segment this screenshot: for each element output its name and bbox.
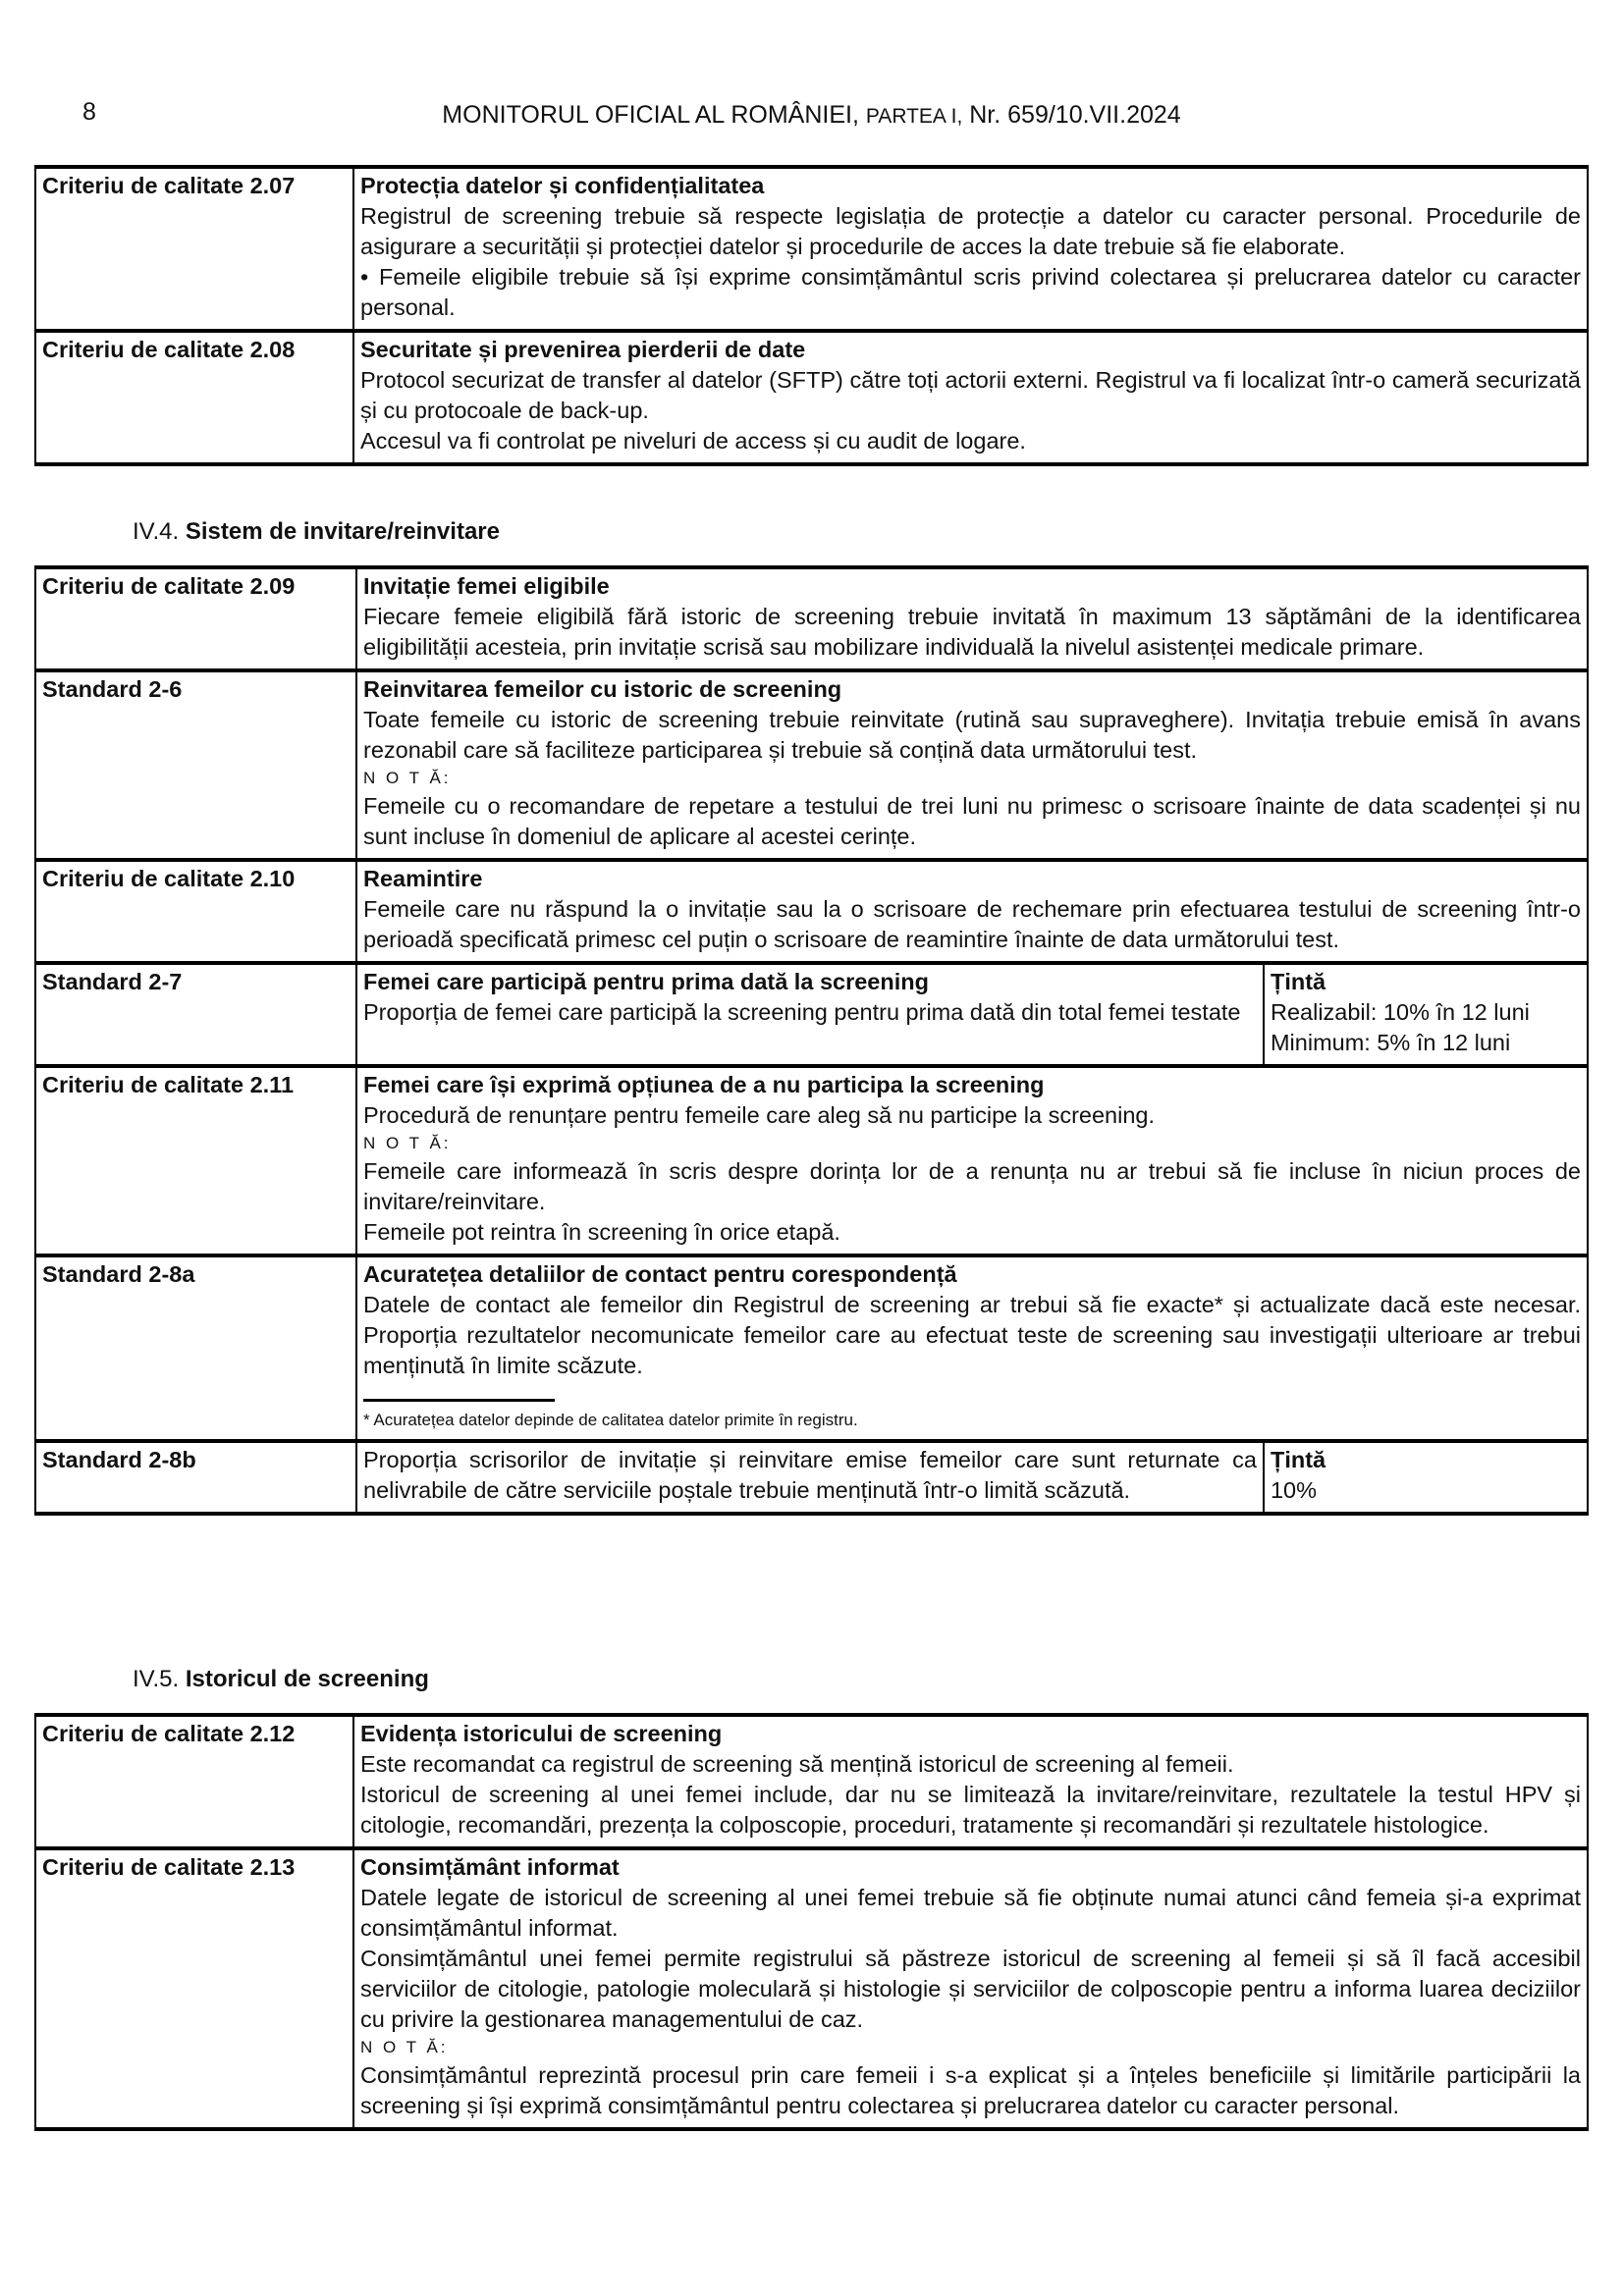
target-cell <box>1264 1441 1588 1514</box>
section-title: Sistem de invitare/reinvitare <box>185 518 500 545</box>
page-number: 8 <box>82 98 96 126</box>
row-paragraph: Protocol securizat de transfer al datelor (SFTP) către toți actorii externi. Registrul va fi localizat într-o cameră securizată și cu protocoale de back-up. <box>360 367 1581 423</box>
title-issue: Nr. 659/10.VII.2024 <box>969 101 1181 129</box>
row-title: Femei care își exprimă opțiunea de a nu participa la screening <box>363 1072 1045 1097</box>
criteria-table-screening-history <box>34 1713 1589 2131</box>
row-content <box>353 1715 1588 1848</box>
row-label: Standard 2-6 <box>35 670 356 860</box>
row-paragraph: Datele legate de istoricul de screening al unei femei trebuie să fie obținute numai atunci când femeia și-a exprimat consimțământul informat. <box>360 1885 1581 1941</box>
row-paragraph: Accesul va fi controlat pe niveluri de access și cu audit de logare. <box>360 428 1026 454</box>
row-paragraph: Fiecare femeie eligibilă fără istoric de screening trebuie invitată în maximum 13 săptămâni de la identificarea eligibilității acesteia, prin invitație scrisă sau mobilizare individuală la nivelul asistenței medicale primare. <box>363 604 1581 660</box>
row-paragraph: Procedură de renunțare pentru femeile care aleg să nu participe la screening. <box>363 1102 1156 1128</box>
row-label: Standard 2-8b <box>35 1441 356 1514</box>
table-row <box>35 167 1588 331</box>
row-paragraph: • Femeile eligibile trebuie să își exprime consimțământul scris privind colectarea și prelucrarea datelor cu caracter personal. <box>360 264 1581 320</box>
row-paragraph: Proporția scrisorilor de invitație și reinvitare emise femeilor care sunt returnate ca nelivrabile de către serviciile poștale trebuie menținută într-o limită scăzută. <box>363 1447 1257 1503</box>
table-row <box>35 1255 1588 1441</box>
row-title: Protecția datelor și confidențialitatea <box>360 173 765 198</box>
row-content <box>353 331 1588 464</box>
row-label: Criteriu de calitate 2.10 <box>35 860 356 963</box>
table-row <box>35 860 1588 963</box>
note-text: Femeile pot reintra în screening în orice etapă. <box>363 1219 840 1245</box>
row-content <box>356 1441 1264 1514</box>
row-label: Criteriu de calitate 2.09 <box>35 567 356 670</box>
table-row <box>35 1848 1588 2129</box>
target-cell <box>1264 963 1588 1066</box>
section-heading-iv4 <box>133 518 500 546</box>
row-label: Criteriu de calitate 2.08 <box>35 331 353 464</box>
row-content <box>356 567 1588 670</box>
row-paragraph: Istoricul de screening al unei femei include, dar nu se limitează la invitare/reinvitare, rezultatele la testul HPV și citologie, recomandări, prezența la colposcopie, proceduri, tratamente și recomandări și rezultatele histologice. <box>360 1782 1581 1838</box>
criteria-table-data-protection <box>34 165 1589 466</box>
row-label: Criteriu de calitate 2.13 <box>35 1848 353 2129</box>
note-text: Femeile care informează în scris despre dorința lor de a renunța nu ar trebui să fie incluse în niciun proces de invitare/reinvitare. <box>363 1158 1581 1214</box>
row-title: Securitate și prevenirea pierderii de date <box>360 337 806 362</box>
note-text: Femeile cu o recomandare de repetare a testului de trei luni nu primesc o scrisoare înainte de data scadenței și nu sunt incluse în domeniul de aplicare al acestei cerințe. <box>363 793 1581 849</box>
row-content <box>353 167 1588 331</box>
row-label: Standard 2-8a <box>35 1255 356 1441</box>
target-line: 10% <box>1270 1477 1318 1503</box>
section-title: Istoricul de screening <box>185 1666 429 1692</box>
section-number: IV.5. <box>133 1666 180 1692</box>
table-row <box>35 670 1588 860</box>
footnote: * Acuratețea datelor depinde de calitatea datelor primite în registru. <box>363 1411 858 1429</box>
row-title: Consimțământ informat <box>360 1854 620 1880</box>
row-label: Standard 2-7 <box>35 963 356 1066</box>
footnote-divider <box>363 1399 555 1402</box>
target-line: Minimum: 5% în 12 luni <box>1270 1030 1511 1055</box>
row-content <box>356 1066 1588 1255</box>
section-number: IV.4. <box>133 518 180 545</box>
title-main: MONITORUL OFICIAL AL ROMÂNIEI, <box>442 101 859 129</box>
table-row <box>35 1441 1588 1514</box>
row-paragraph: Registrul de screening trebuie să respecte legislația de protecție a datelor cu caracter personal. Procedurile de asigurare a securității și protecției datelor și procedurile de acces la date trebuie să fie elaborate. <box>360 203 1581 259</box>
note-label: N O T Ă: <box>363 769 452 787</box>
table-row <box>35 1715 1588 1848</box>
note-text: Consimțământul reprezintă procesul prin care femeii i s-a explicat și a înțeles beneficiile și limitările participării la screening și își exprimă consimțământul pentru colectarea și prelucrarea datelor cu caracter personal. <box>360 2062 1581 2118</box>
row-title: Reinvitarea femeilor cu istoric de screening <box>363 676 842 702</box>
row-content <box>356 963 1264 1066</box>
row-label: Criteriu de calitate 2.07 <box>35 167 353 331</box>
row-paragraph: Toate femeile cu istoric de screening trebuie reinvitate (rutină sau supraveghere). Invitația trebuie emisă în avans rezonabil care să faciliteze participarea și trebuie să conțină data următorului test. <box>363 707 1581 763</box>
row-content <box>356 1255 1588 1441</box>
table-row <box>35 567 1588 670</box>
table-row <box>35 963 1588 1066</box>
target-line: Realizabil: 10% în 12 luni <box>1270 999 1530 1025</box>
table-row <box>35 331 1588 464</box>
row-content <box>356 670 1588 860</box>
row-label: Criteriu de calitate 2.12 <box>35 1715 353 1848</box>
note-label: N O T Ă: <box>360 2038 449 2056</box>
row-title: Invitație femei eligibile <box>363 573 610 599</box>
page-header <box>0 98 1623 137</box>
target-title: Țintă <box>1270 1447 1326 1472</box>
row-title: Femei care participă pentru prima dată la screening <box>363 969 929 994</box>
row-paragraph: Femeile care nu răspund la o invitație sau la o scrisoare de rechemare prin efectuarea testului de screening într-o perioadă specificată primesc cel puțin o scrisoare de reamintire înainte de data următorului test. <box>363 896 1581 952</box>
row-title: Reamintire <box>363 866 483 891</box>
row-content <box>353 1848 1588 2129</box>
row-paragraph: Este recomandat ca registrul de screening să mențină istoricul de screening al femeii. <box>360 1751 1234 1777</box>
target-title: Țintă <box>1270 969 1326 994</box>
row-title: Evidența istoricului de screening <box>360 1721 723 1746</box>
row-content <box>356 860 1588 963</box>
section-heading-iv5 <box>133 1666 429 1693</box>
row-paragraph: Proporția de femei care participă la screening pentru prima dată din total femei testate <box>363 999 1241 1025</box>
row-paragraph: Datele de contact ale femeilor din Registrul de screening ar trebui să fie exacte* și actualizate dacă este necesar. Proporția rezultatelor necomunicate femeilor care au efectuat teste de screening sau investigații ulterioare ar trebui menținută în limite scăzute. <box>363 1292 1581 1378</box>
table-row <box>35 1066 1588 1255</box>
title-part: PARTEA I, <box>865 105 963 128</box>
publication-title <box>0 101 1623 130</box>
criteria-table-invitation <box>34 565 1589 1516</box>
note-label: N O T Ă: <box>363 1134 452 1152</box>
row-paragraph: Consimțământul unei femei permite registrului să păstreze istoricul de screening al femeii și să îl facă accesibil serviciilor de citologie, patologie moleculară și histologie și serviciilor de colposcopie pentru a informa luarea deciziilor cu privire la gestionarea managementului de caz. <box>360 1946 1581 2032</box>
row-title: Acuratețea detaliilor de contact pentru corespondență <box>363 1261 957 1287</box>
row-label: Criteriu de calitate 2.11 <box>35 1066 356 1255</box>
